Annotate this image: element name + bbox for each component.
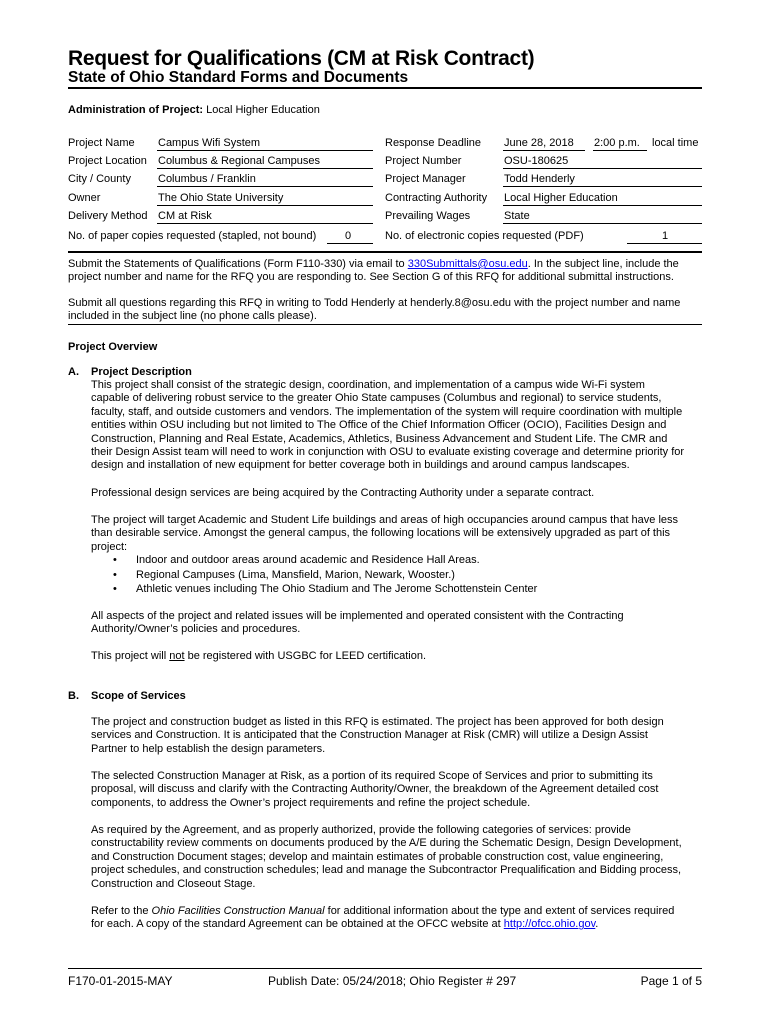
target-line: project: — [91, 540, 128, 553]
section-b-letter: B. — [68, 690, 79, 702]
prevailing-wages-underline — [503, 223, 702, 224]
selected-line: The selected Construction Manager at Risk, as a portion of its required Scope of Services and prior to submitting its — [91, 770, 653, 782]
list-item: • Athletic venues including The Ohio Stadium and The Jerome Schottenstein Center — [113, 582, 537, 597]
project-name-value: Campus Wifi System — [158, 137, 261, 149]
selected-cm-text — [91, 770, 711, 810]
questions-rule — [68, 324, 702, 325]
description-line: capable of delivering robust service to the greater Ohio State campuses (Columbus and regional) to service students, — [91, 392, 662, 405]
delivery-method-value: CM at Risk — [158, 210, 212, 222]
project-description — [91, 379, 711, 473]
fields-rule — [68, 251, 702, 253]
administration-line — [68, 104, 320, 117]
contracting-authority-underline — [503, 205, 702, 206]
refer-text-b: for additional information about the type and extent of services required — [324, 905, 675, 917]
project-overview-heading: Project Overview — [68, 341, 158, 353]
submittal-email-link[interactable]: 330Submittals@osu.edu — [407, 258, 528, 270]
administration-label: Administration of Project: — [68, 104, 204, 116]
manual-title: Ohio Facilities Construction Manual — [151, 905, 325, 917]
project-name-label: Project Name — [68, 137, 135, 149]
project-name-underline — [157, 150, 373, 151]
list-item: • Indoor and outdoor areas around academic and Residence Hall Areas. — [113, 553, 537, 568]
refer-manual-text — [91, 905, 711, 932]
project-location-value: Columbus & Regional Campuses — [158, 155, 321, 167]
target-line: The project will target Academic and Student Life buildings and areas of high occupancies around campus that have less — [91, 514, 679, 526]
section-a-letter: A. — [68, 366, 79, 378]
paper-copies-label: No. of paper copies requested (stapled, not bound) — [68, 230, 317, 242]
owner-label: Owner — [68, 192, 101, 204]
contracting-authority-value: Local Higher Education — [504, 192, 618, 204]
budget-line: The project and construction budget as listed in this RFQ is estimated. The project has been approved for both design — [91, 716, 664, 728]
aspects-text — [91, 610, 711, 637]
budget-line: services and Construction. It is anticipated that the Construction Manager at Risk (CMR) will utilize a Design Assist — [91, 729, 648, 742]
budget-text — [91, 716, 711, 756]
project-manager-underline — [503, 186, 702, 187]
electronic-copies-value: 1 — [662, 230, 669, 242]
city-county-underline — [157, 186, 373, 187]
city-county-label: City / County — [68, 173, 131, 185]
paper-copies-value: 0 — [345, 230, 352, 242]
target-line: than desirable service. Amongst the general campus, the following locations will be extensively upgraded as part of this — [91, 527, 671, 540]
electronic-copies-label: No. of electronic copies requested (PDF) — [385, 230, 584, 242]
owner-value: The Ohio State University — [158, 192, 284, 204]
description-line: Construction, Planning and Real Estate, Academics, Athletics, Business Advancement and Student Life. The CMR and — [91, 432, 668, 445]
response-date-underline — [503, 150, 585, 151]
response-deadline-label: Response Deadline — [385, 137, 482, 149]
list-item: • Regional Campuses (Lima, Mansfield, Marion, Newark, Wooster.) — [113, 568, 537, 583]
questions-line2: included in the subject line (no phone calls please). — [68, 310, 317, 323]
description-line: entities within OSU including but not limited to The Office of the Chief Information Officer (OCIO), Facilities Design and — [91, 419, 667, 432]
title-rule — [68, 87, 702, 89]
description-line: design and installation of new equipment for better coverage both in buildings and around campus landscapes. — [91, 459, 630, 472]
paper-copies-underline — [327, 243, 373, 244]
leed-text-b: be registered with USGBC for LEED certification. — [184, 650, 427, 662]
agreement-line: and Construction Document stages; develop and maintain estimates of probable construction cost, value engineering, — [91, 850, 664, 863]
electronic-copies-underline — [627, 243, 702, 244]
city-county-value: Columbus / Franklin — [158, 173, 256, 185]
questions-instructions — [68, 297, 708, 324]
contracting-authority-label: Contracting Authority — [385, 192, 488, 204]
prevailing-wages-label: Prevailing Wages — [385, 210, 471, 222]
response-deadline-date: June 28, 2018 — [504, 137, 574, 149]
target-text — [91, 514, 711, 554]
aspects-line: Authority/Owner’s policies and procedures. — [91, 623, 301, 636]
questions-line1: Submit all questions regarding this RFQ in writing to Todd Henderly at henderly.8@osu.edu with the project number and name — [68, 297, 681, 309]
leed-not: not — [169, 650, 185, 662]
section-b-heading: Scope of Services — [91, 690, 186, 702]
submit-instructions — [68, 258, 708, 285]
selected-line: proposal, will discuss and clarify with the Contracting Authority/Owner, the breakdown of the Agreement detailed cost — [91, 783, 659, 796]
page-subtitle: State of Ohio Standard Forms and Documents — [68, 69, 409, 86]
page-title: Request for Qualifications (CM at Risk Contract) — [68, 47, 535, 70]
budget-line: Partner to help establish the design parameters. — [91, 742, 326, 755]
agreement-line: Construction and Closeout Stage. — [91, 877, 256, 890]
agreement-line: constructability review comments on documents produced by the A/E during the Schematic Design, Design Development, — [91, 837, 682, 850]
project-manager-value: Todd Henderly — [504, 173, 575, 185]
administration-value: Local Higher Education — [206, 104, 320, 116]
delivery-method-label: Delivery Method — [68, 210, 148, 222]
selected-line: components, to address the Owner’s project requirements and refine the project schedule. — [91, 796, 531, 809]
refer-text-a: Refer to the — [91, 905, 152, 917]
project-number-underline — [503, 168, 702, 169]
response-time-underline — [593, 150, 647, 151]
leed-statement — [91, 650, 426, 663]
response-deadline-time: 2:00 p.m. — [594, 137, 640, 149]
footer-page-number: Page 1 of 5 — [640, 974, 702, 988]
prevailing-wages-value: State — [504, 210, 530, 222]
locations-list — [113, 553, 537, 597]
owner-underline — [157, 205, 373, 206]
submit-text-line2: project number and name for the RFQ you are responding to. See Section G of this RFQ for additional submittal instructions. — [68, 271, 674, 284]
agreement-line: project schedules, and construction schedules; lead and manage the Subcontractor Prequalification and Bidding process, — [91, 864, 682, 877]
refer-line2-text: for each. A copy of the standard Agreement can be obtained at the OFCC website at — [91, 918, 504, 931]
refer-line2-end: . — [595, 918, 599, 931]
agreement-line: As required by the Agreement, and as properly authorized, provide the following categories of services: provide — [91, 824, 631, 836]
submit-text-b: . In the subject line, include the — [527, 258, 679, 270]
aspects-line: All aspects of the project and related issues will be implemented and operated consistent with the Contracting — [91, 610, 624, 622]
footer-publish-date: Publish Date: 05/24/2018; Ohio Register # 297 — [268, 974, 517, 988]
project-number-value: OSU-180625 — [504, 155, 569, 167]
delivery-method-underline — [157, 223, 373, 224]
project-number-label: Project Number — [385, 155, 462, 167]
description-line: This project shall consist of the strategic design, coordination, and implementation of a campus wide Wi-Fi system — [91, 379, 645, 391]
leed-text-a: This project will — [91, 650, 170, 662]
description-line: their Design Assist team will need to work in conjunction with OSU to evaluate existing coverage and determine priority for — [91, 446, 685, 459]
professional-services-text: Professional design services are being acquired by the Contracting Authority under a separate contract. — [91, 487, 595, 499]
footer-rule — [68, 968, 702, 969]
footer-form-id: F170-01-2015-MAY — [68, 974, 173, 988]
ofcc-website-link[interactable]: http://ofcc.ohio.gov — [503, 918, 596, 931]
description-line: faculty, staff, and outside customers and vendors. The implementation of the system will require coordination with multiple — [91, 405, 683, 418]
project-location-underline — [157, 168, 373, 169]
local-time-label: local time — [652, 137, 699, 149]
project-manager-label: Project Manager — [385, 173, 466, 185]
submit-text-a: Submit the Statements of Qualifications (Form F110-330) via email to — [68, 258, 408, 270]
agreement-services-text — [91, 824, 711, 891]
section-a-heading: Project Description — [91, 366, 192, 378]
project-location-label: Project Location — [68, 155, 147, 167]
